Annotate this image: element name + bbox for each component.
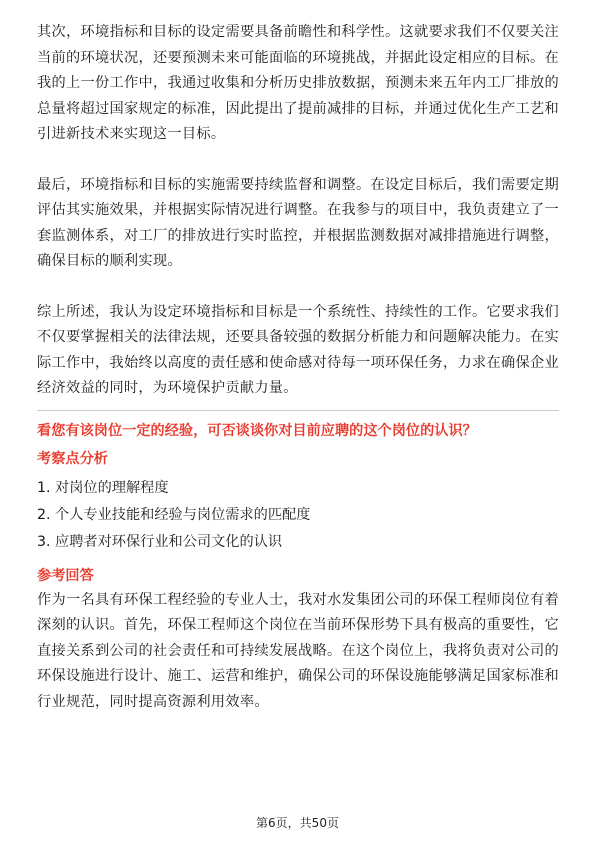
document-page bbox=[37, 20, 559, 715]
page-number: 第6页，共50页 bbox=[256, 816, 339, 830]
list-item: 1. 对岗位的理解程度 bbox=[37, 479, 169, 496]
list-item: 2. 个人专业技能和经验与岗位需求的匹配度 bbox=[37, 506, 311, 523]
interview-question: 看您有该岗位一定的经验，可否谈谈你对目前应聘的这个岗位的认识？ bbox=[37, 422, 477, 439]
body-paragraph-2: 最后，环境指标和目标的实施需要持续监督和调整。在设定目标后，我们需要定期评估其实施效果，并根据实际情况进行调整。在我参与的项目中，我负责建立了一套监测体系，对工厂的排放进行实时监控，并根据监测数据对减排措施进行调整，确保目标的顺利实现。 bbox=[37, 176, 559, 269]
answer-heading: 参考回答 bbox=[37, 567, 94, 584]
body-paragraph-3: 综上所述，我认为设定环境指标和目标是一个系统性、持续性的工作。它要求我们不仅要掌握相关的法律法规，还要具备较强的数据分析能力和问题解决能力。在实际工作中，我始终以高度的责任感和使命感对待每一项环保任务，力求在确保企业经济效益的同时，为环境保护贡献力量。 bbox=[37, 303, 559, 396]
answer-paragraph: 作为一名具有环保工程经验的专业人士，我对水发集团公司的环保工程师岗位有着深刻的认识。首先，环保工程师这个岗位在当前环保形势下具有极高的重要性，它直接关系到公司的社会责任和可持续发展战略。在这个岗位上，我将负责对公司的环保设施进行设计、施工、运营和维护，确保公司的环保设施能够满足国家标准和行业规范，同时提高资源利用效率。 bbox=[37, 591, 559, 710]
body-paragraph-1: 其次，环境指标和目标的设定需要具备前瞻性和科学性。这就要求我们不仅要关注当前的环境状况，还要预测未来可能面临的环境挑战，并据此设定相应的目标。在我的上一份工作中，我通过收集和分析历史排放数据，预测未来五年内工厂排放的总量将超过国家规定的标准，因此提出了提前减排的目标，并通过优化生产工艺和引进新技术来实现这一目标。 bbox=[37, 24, 559, 142]
list-item: 3. 应聘者对环保行业和公司文化的认识 bbox=[37, 533, 283, 550]
analysis-list bbox=[37, 475, 559, 556]
section-divider bbox=[37, 410, 559, 411]
analysis-heading: 考察点分析 bbox=[37, 450, 108, 467]
